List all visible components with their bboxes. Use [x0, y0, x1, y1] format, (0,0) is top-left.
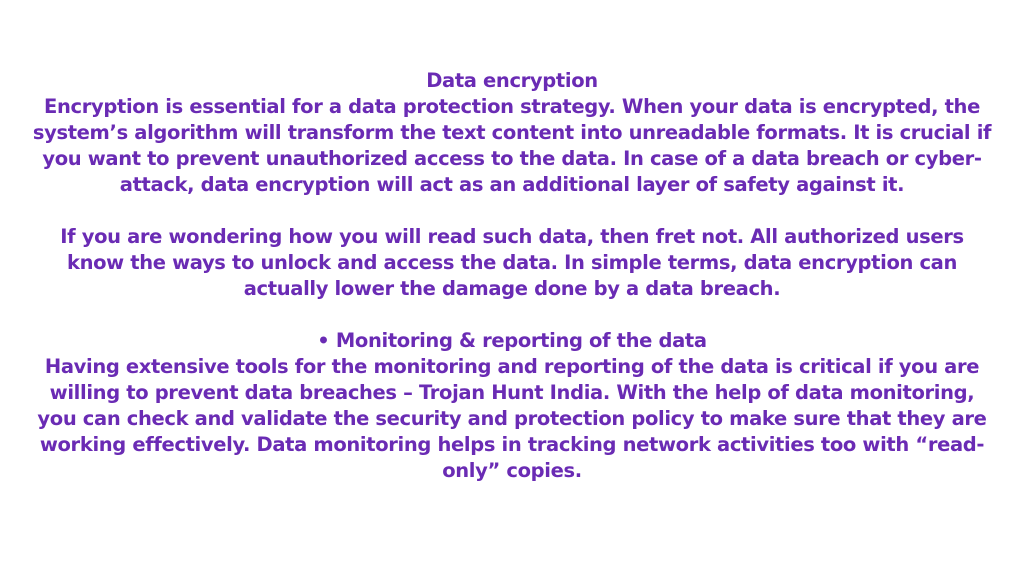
encryption-paragraph-2: If you are wondering how you will read such data, then fret not. All authorized users know the ways to unlock and access the data. In simple terms, data encryption can actually lower the damage done by a data breach. — [60, 225, 964, 300]
monitoring-paragraph-1: Having extensive tools for the monitoring and reporting of the data is critical if you are willing to prevent data breaches – Trojan Hunt India. With the help of data monitoring, you can check and validate the security and protection policy to make sure that they are working effectively. Data monitoring helps in tracking network activities too with “read-only” copies. — [37, 355, 987, 482]
paragraph-spacer — [30, 198, 994, 224]
encryption-paragraph-1: Encryption is essential for a data protection strategy. When your data is encrypted, the system’s algorithm will transform the text content into unreadable formats. It is crucial if you want to prevent unauthorized access to the data. In case of a data breach or cyber-attack, data encryption will act as an additional layer of safety against it. — [32, 95, 992, 196]
section-heading-encryption: Data encryption — [426, 69, 598, 92]
text-block — [30, 68, 994, 484]
paragraph-spacer — [30, 302, 994, 328]
section-heading-monitoring: • Monitoring & reporting of the data — [317, 329, 707, 352]
